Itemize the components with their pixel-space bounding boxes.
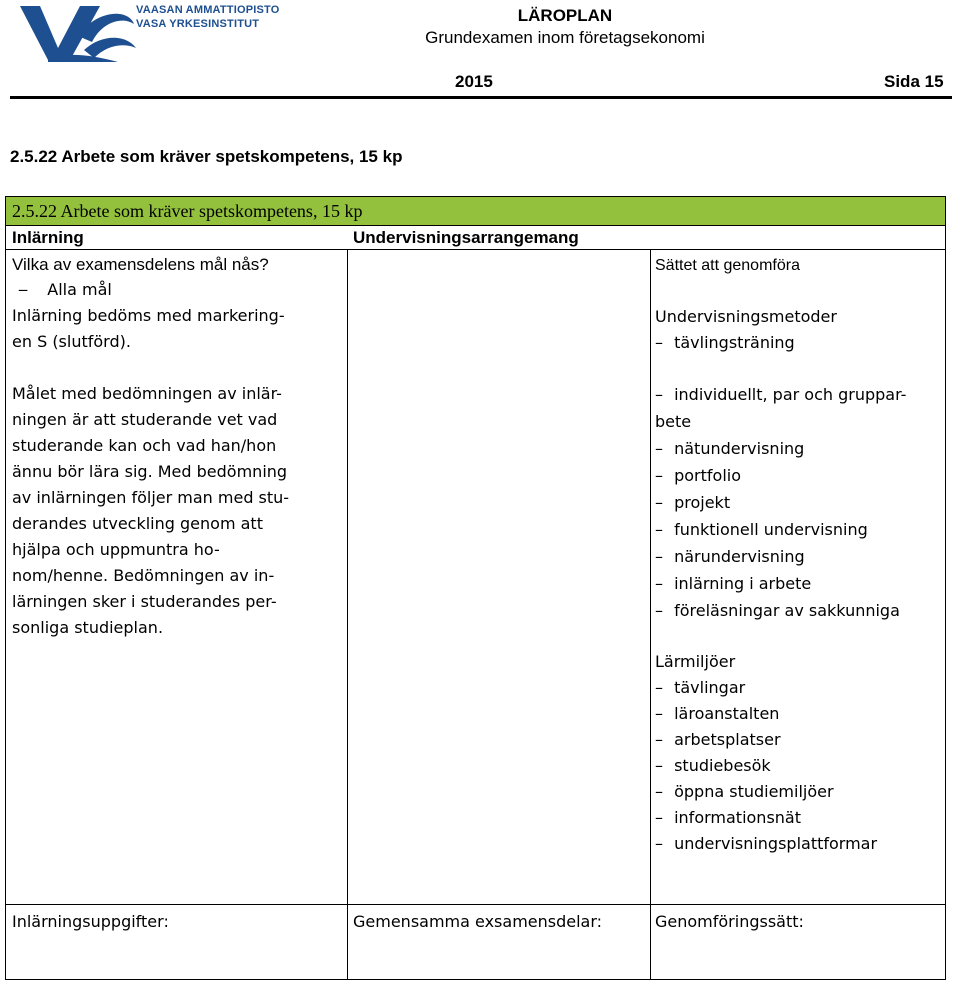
logo-line-2: VASA YRKESINSTITUT	[136, 18, 260, 30]
paragraph-line: derandes utveckling genom att	[12, 514, 263, 533]
list-item	[655, 831, 877, 857]
list-item	[655, 727, 877, 753]
column-divider-right	[650, 250, 651, 904]
assessment-line-2: en S (slutförd).	[12, 332, 131, 351]
list-item	[655, 462, 906, 489]
list-item	[655, 570, 906, 597]
dash-icon: –	[655, 756, 663, 775]
assessment-line-1: Inlärning bedöms med markering-	[12, 306, 285, 325]
teaching-heading: Undervisningsmetoder	[655, 307, 837, 326]
dash-icon: –	[655, 730, 663, 749]
list-item	[655, 597, 906, 624]
dash-icon: –	[655, 834, 663, 853]
implementation-label: Genomföringssätt:	[655, 912, 804, 931]
list-item-label: föreläsningar av sakkunniga	[674, 601, 900, 620]
paragraph-line: Målet med bedömningen av inlär-	[12, 384, 282, 403]
learning-environments	[655, 649, 877, 857]
assessment-paragraph	[12, 381, 289, 641]
table-header-row	[6, 226, 945, 250]
bottom-row-divider	[6, 904, 945, 905]
list-item-label: tävlingar	[674, 678, 746, 697]
dash-icon: –	[655, 574, 663, 593]
list-item	[655, 753, 877, 779]
goals-question: Vilka av examensdelens mål nås?	[12, 255, 269, 274]
header-divider	[10, 96, 952, 99]
list-item	[655, 701, 877, 727]
paragraph-line: ännu bör lära sig. Med bedömning	[12, 462, 288, 481]
list-item-label: öppna studiemiljöer	[674, 782, 834, 801]
dash-icon: –	[655, 808, 663, 827]
document-year: 2015	[455, 72, 493, 91]
list-item-label: tävlingsträning	[674, 333, 795, 352]
page-number: Sida 15	[884, 72, 944, 91]
paragraph-line: hjälpa och uppmuntra ho-	[12, 540, 220, 559]
list-item-label: individuellt, par och gruppar-	[674, 385, 907, 404]
list-item-label: projekt	[674, 493, 731, 512]
list-item-label: inlärning i arbete	[674, 574, 812, 593]
table-title: 2.5.22 Arbete som kräver spetskompetens, 15 kp	[12, 201, 363, 221]
environments-heading: Lärmiljöer	[655, 652, 736, 671]
paragraph-line: ningen är att studerande vet vad	[12, 410, 278, 429]
dash-icon: –	[655, 601, 663, 620]
bottom-divider-left	[347, 904, 348, 979]
bullet-dash-icon: ‒	[18, 280, 29, 299]
section-heading: 2.5.22 Arbete som kräver spetskompetens, 15 kp	[10, 147, 403, 166]
table-title-row	[6, 197, 945, 226]
list-item	[655, 779, 877, 805]
goals-item-label: Alla mål	[47, 280, 112, 299]
shared-exam-parts-label: Gemensamma exsamensdelar:	[353, 912, 603, 931]
goals-item	[18, 277, 112, 303]
list-item	[655, 675, 877, 701]
dash-icon: –	[655, 466, 663, 485]
list-item-label: undervisningsplattformar	[674, 834, 878, 853]
dash-icon: –	[655, 439, 663, 458]
list-item-label: arbetsplatser	[674, 730, 781, 749]
list-item-label: informationsnät	[674, 808, 801, 827]
list-item-label: studiebesök	[674, 756, 771, 775]
paragraph-line: sonliga studieplan.	[12, 618, 164, 637]
list-item	[655, 805, 877, 831]
list-item-label: närundervisning	[674, 547, 805, 566]
teaching-methods-list	[655, 381, 906, 624]
list-item	[655, 381, 906, 408]
dash-icon: –	[655, 333, 663, 352]
paragraph-line: nom/henne. Bedömningen av in-	[12, 566, 275, 585]
dash-icon: –	[655, 520, 663, 539]
dash-icon: –	[655, 547, 663, 566]
document-title: LÄROPLAN	[517, 6, 613, 25]
list-item	[655, 516, 906, 543]
list-item	[655, 489, 906, 516]
column-divider-left	[347, 250, 348, 904]
list-item-label: läroanstalten	[674, 704, 780, 723]
paragraph-line: studerande kan och vad han/hon	[12, 436, 277, 455]
dash-icon: –	[655, 493, 663, 512]
teaching-methods	[655, 304, 837, 356]
logo-wordmark	[136, 3, 280, 31]
paragraph-line: lärningen sker i studerandes per-	[12, 592, 277, 611]
dash-icon: –	[655, 782, 663, 801]
method-heading: Sättet att genomföra	[655, 257, 800, 274]
document-subtitle: Grundexamen inom företagsekonomi	[425, 28, 705, 47]
col-header-inlarning: Inlärning	[12, 228, 84, 247]
list-item-label: nätundervisning	[674, 439, 805, 458]
dash-icon: –	[655, 678, 663, 697]
col-header-undervisning: Undervisningsarrangemang	[353, 228, 579, 247]
dash-icon: –	[655, 385, 663, 404]
list-item	[655, 435, 906, 462]
list-item	[655, 330, 837, 356]
paragraph-line: av inlärningen följer man med stu-	[12, 488, 290, 507]
course-table	[5, 196, 946, 980]
list-item-label: portfolio	[674, 466, 741, 485]
logo-line-1: VAASAN AMMATTIOPISTO	[136, 4, 280, 16]
list-item-continuation: bete	[655, 412, 692, 431]
list-item-label: funktionell undervisning	[674, 520, 868, 539]
learning-tasks-label: Inlärningsuppgifter:	[12, 912, 169, 931]
bottom-divider-right	[650, 904, 651, 979]
list-item	[655, 543, 906, 570]
dash-icon: –	[655, 704, 663, 723]
logo-emblem-icon	[18, 2, 138, 62]
